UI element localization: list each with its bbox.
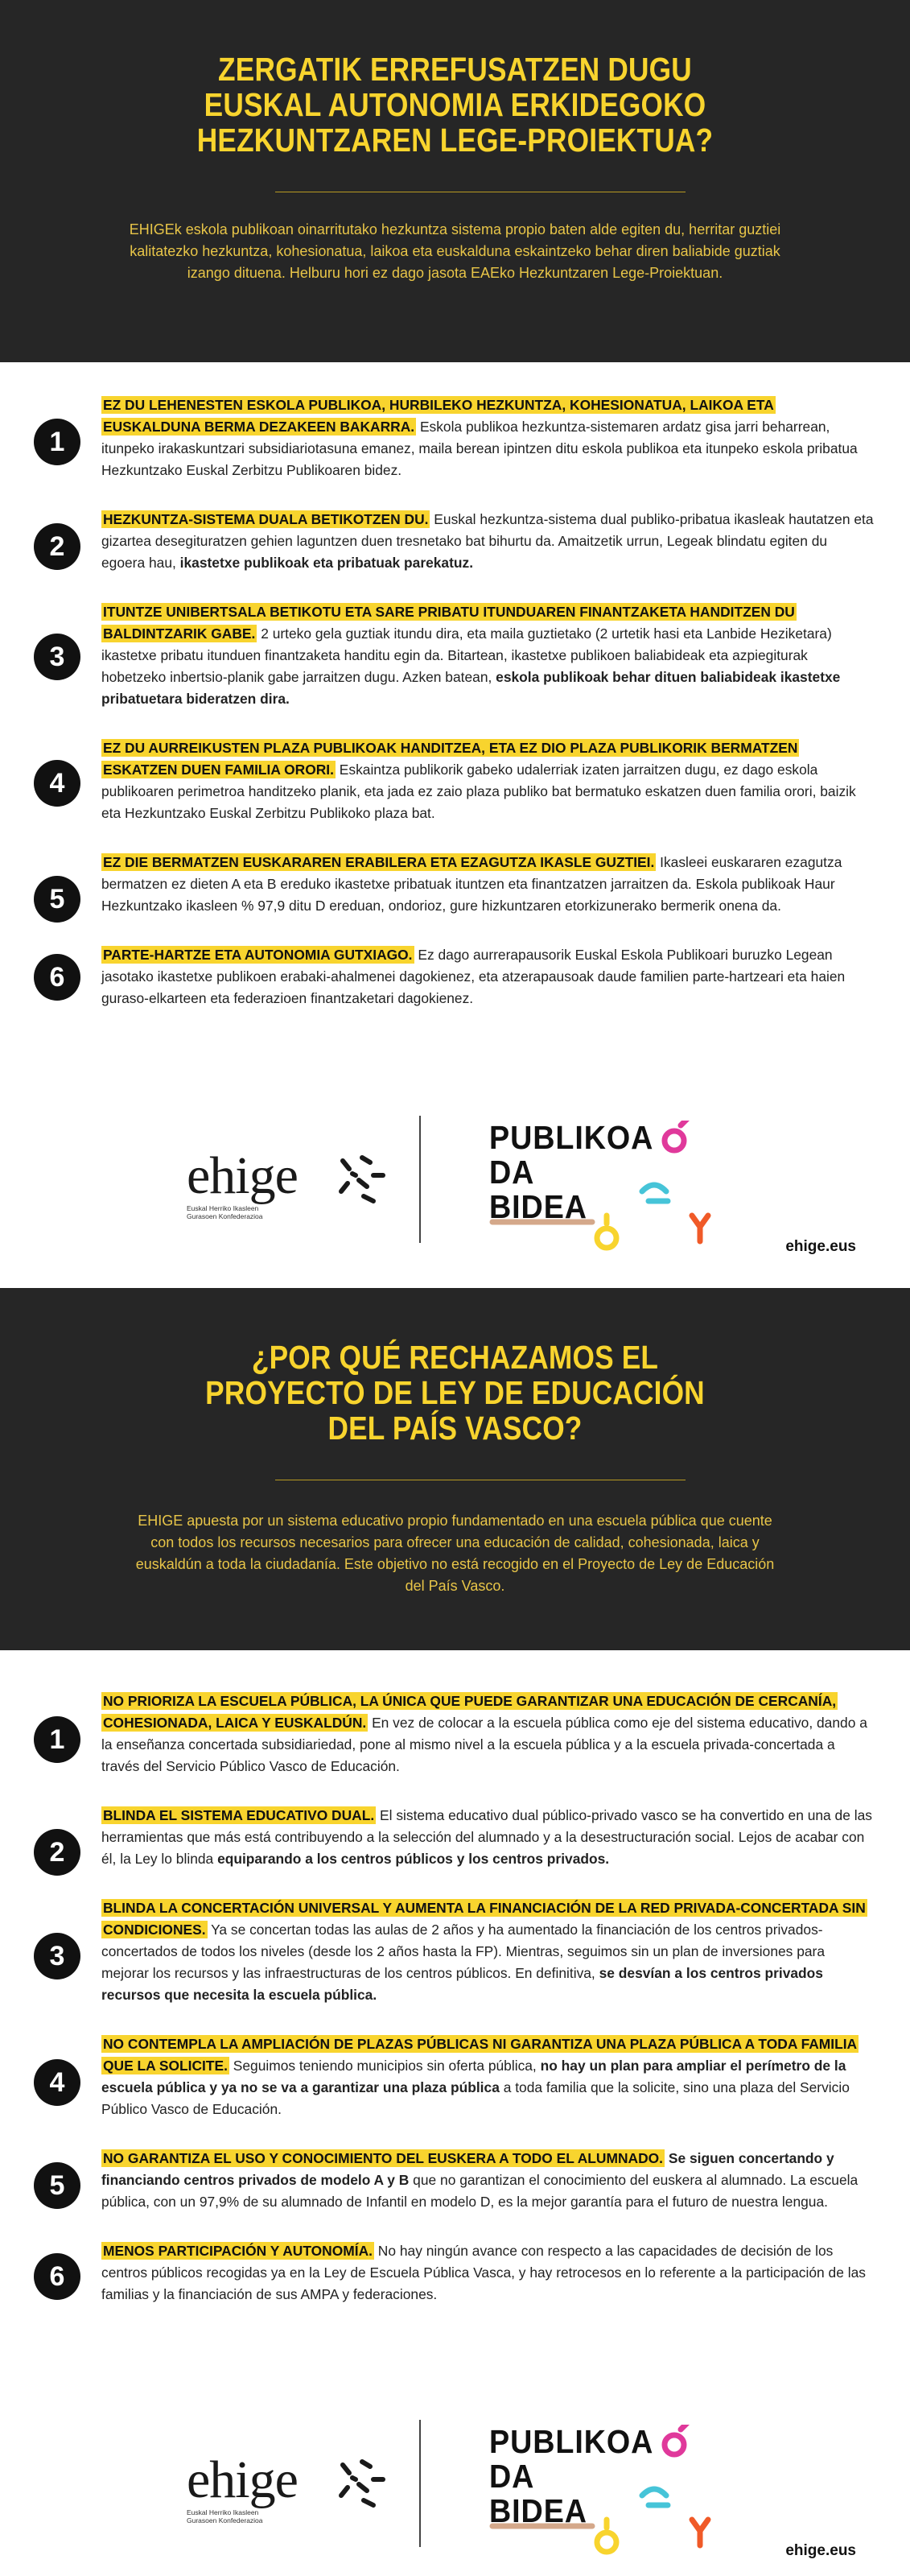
hero-banner xyxy=(0,1288,910,1650)
item-text xyxy=(101,1805,874,1870)
item-heading: EZ DU LEHENESTEN ESKOLA PUBLIKOA, HURBILEKO HEZKUNTZA, KOHESIONATUA, LAIKOA ETA EUSKALDUNA BERMA DEZAKEEN BAKARRA. xyxy=(103,397,774,435)
number-badge: 5 xyxy=(34,2162,80,2209)
ehige-subtitle xyxy=(187,2508,298,2524)
ehige-subtitle-line: Euskal Herriko Ikasleen xyxy=(187,1204,259,1212)
ehige-subtitle xyxy=(187,1204,298,1220)
title-line: DEL PAÍS VASCO? xyxy=(327,1410,583,1447)
item-text xyxy=(101,852,874,917)
item-body: Ez dago aurrerapausorik Euskal Eskola Publikoari buruzko Legean jasotako ikastetxe publikoen erabaki-ahalmenei dagokienez, eta atzerapausoak daude familien parte-hartzeari eta haien guraso-elkarteen eta federazioen finantzaketari dagokienez. xyxy=(101,947,846,1006)
item-text xyxy=(101,1897,874,2006)
logo-line: DA xyxy=(489,2458,535,2495)
reasons-list xyxy=(0,1690,910,2336)
item-text xyxy=(101,1690,874,1777)
item-body-bold: equiparando a los centros públicos y los centros privados. xyxy=(217,1851,610,1867)
list-item xyxy=(0,394,910,481)
number-badge: 2 xyxy=(34,1829,80,1876)
item-text xyxy=(101,394,874,481)
page-title xyxy=(64,52,846,158)
ehige-wordmark: ehige xyxy=(187,1146,298,1205)
item-body: Seguimos teniendo municipios sin oferta pública, xyxy=(229,2058,541,2074)
logo-line: BIDEA xyxy=(489,1188,587,1225)
number-badge: 6 xyxy=(34,2253,80,2300)
logo-footer xyxy=(0,1103,910,1255)
list-item xyxy=(0,1690,910,1777)
item-heading: ITUNTZE UNIBERTSALA BETIKOTU ETA SARE PRIBATU ITUNDUAREN FINANTZAKETA HANDITZEN DU BALDINTZARIK GABE. xyxy=(103,604,795,642)
item-text xyxy=(101,2148,874,2213)
item-body: Eskola publikoa hezkuntza-sistemaren ardatz gisa jarri beharrean, itunpeko irakaskuntzari subsidiariotasuna emanez, maila berean ipintzen ditu eskola publikoa eta itunpeko eskola pribatua Hezkuntzako Euskal Zerbitzu Publikoaren bidez. xyxy=(101,419,858,478)
item-body: 2 urteko gela guztiak itundu dira, eta maila guztietako (2 urtetik hasi eta Lanbide Heziketara) ikastetxe pribatu itunduen finantzaketa handitu egin da. Bitartean, ikastetxe publikoen baliabideak eta azpiegiturak hobetzeko inbertsio-planik gabe jarraitzen dugu. Azken batean, xyxy=(101,625,832,685)
item-body-bold: Se siguen concertando y financiando centros privados de modelo A y B xyxy=(101,2150,834,2188)
item-heading: EZ DIE BERMATZEN EUSKARAREN ERABILERA ETA EZAGUTZA IKASLE GUZTIEI. xyxy=(103,854,655,870)
title-line: EUSKAL AUTONOMIA ERKIDEGOKO xyxy=(204,86,706,123)
item-body-bold: no hay un plan para ampliar el perímetro de la escuela pública y ya no se va a garantizar una plaza pública xyxy=(101,2058,846,2095)
item-heading: EZ DU AURREIKUSTEN PLAZA PUBLIKOAK HANDITZEA, ETA EZ DIO PLAZA PUBLIKORIK BERMATZEN ESKATZEN DUEN FAMILIA ORORI. xyxy=(103,740,798,778)
list-item xyxy=(0,852,910,917)
logo-divider xyxy=(419,1116,421,1243)
item-body: El sistema educativo dual público-privado vasco se ha convertido en una de las herramientas que más está contribuyendo a la selección del alumnado y a la desestructuración social. Lejos de acabar con él, la Ley lo blinda xyxy=(101,1807,872,1867)
list-item xyxy=(0,1897,910,2006)
intro-text: EHIGEk eskola publikoan oinarritutako hezkuntza sistema propio baten alde egiten du, herritar guztiei kalitatezko hezkuntza, kohesionatua, laikoa eta euskalduna eskaintzeko behar diren baliabide guztiak izango dituena. Helburu hori ez dago jasota EAEko Hezkuntzaren Lege-Proiektuan. xyxy=(129,221,781,281)
item-text xyxy=(101,2240,874,2306)
title-line: HEZKUNTZAREN LEGE-PROIEKTUA? xyxy=(196,122,714,159)
number-badge: 3 xyxy=(34,1933,80,1979)
ehige-logo xyxy=(187,1146,298,1220)
publikoa-da-bidea-logo xyxy=(489,1121,731,1249)
hero-banner xyxy=(0,0,910,362)
item-body: Euskal hezkuntza-sistema dual publiko-pribatua ikasleak hautatzen eta gizartea desegituratzen gehien laguntzen duen tresnetako bat bihurtu da. Amaitzetik urrun, Legeak blindatu egiten du egoera hau, xyxy=(101,511,874,571)
item-heading: BLINDA EL SISTEMA EDUCATIVO DUAL. xyxy=(103,1807,375,1823)
item-body: que no garantizan el conocimiento del euskera al alumnado. La escuela pública, con un 97,9% de su alumnado de Infantil en modelo D, es la mejor garantía para el futuro de nuestra lengua. xyxy=(101,2172,859,2210)
list-item xyxy=(0,944,910,1009)
number-badge: 1 xyxy=(34,1716,80,1763)
item-body-bold: eskola publikoak behar dituen baliabideak ikastetxe pribatuetara bideratzen dira. xyxy=(101,669,841,707)
item-text xyxy=(101,509,874,574)
number-badge: 2 xyxy=(34,523,80,570)
logo-footer xyxy=(0,2407,910,2559)
item-text xyxy=(101,601,874,710)
item-body: Ikasleei euskararen ezagutza bermatzen ez dieten A eta B ereduko ikastetxe pribatuak ituntzen eta finantzatzen jarraitzen da. Eskola publikoak Haur Hezkuntzako ikasleen % 97,9 ditu D ereduan, ondorioz, gure hizkuntzaren etorkizunerako bermerik onena da. xyxy=(101,854,842,914)
item-body: No hay ningún avance con respecto a las capacidades de decisión de los centros públicos recogidas ya en la Ley de Escuela Pública Vasca, y hay retrocesos en lo referente a la participación de las familias y la financiación de sus AMPA y federaciones. xyxy=(101,2243,866,2302)
number-badge: 4 xyxy=(34,760,80,807)
publikoa-da-bidea-logo xyxy=(489,2425,731,2553)
item-body: En vez de colocar a la escuela pública como eje del sistema educativo, dando a la enseñanza concertada subsidiariedad, pone al mismo nivel a la escuela pública y a la escuela privada-concertada a través del Servicio Público Vasco de Educación. xyxy=(101,1715,867,1774)
title-line: ZERGATIK ERREFUSATZEN DUGU xyxy=(218,51,692,88)
ehige-subtitle-line: Gurasoen Konfederazioa xyxy=(187,2516,263,2524)
list-item xyxy=(0,2240,910,2306)
item-heading: PARTE-HARTZE ETA AUTONOMIA GUTXIAGO. xyxy=(103,947,413,963)
title-line: ¿POR QUÉ RECHAZAMOS EL xyxy=(251,1339,659,1376)
item-body-bold: ikastetxe publikoak eta pribatuak parekatuz. xyxy=(179,555,474,571)
intro-text: EHIGE apuesta por un sistema educativo propio fundamentado en una escuela pública que cuente con todos los recursos necesarios para ofrecer una educación de calidad, cohesionada, laica y euskaldún a toda la ciudadanía. Este objetivo no está recogido en el Proyecto de Ley de Educación del País Vasco. xyxy=(135,1513,775,1594)
item-body: Ya se concertan todas las aulas de 2 años y ha aumentado la financiación de los centros privados-concertados de todos los niveles (desde los 2 años hasta la FP). Mientras, seguimos sin un plan de inversiones para mejorar los recursos y las infraestructuras de los centros públicos. En definitiva, xyxy=(101,1922,826,1981)
ehige-subtitle-line: Gurasoen Konfederazioa xyxy=(187,1212,263,1220)
ehige-subtitle-line: Euskal Herriko Ikasleen xyxy=(187,2508,259,2516)
list-item xyxy=(0,2148,910,2213)
item-text xyxy=(101,944,874,1009)
ehige-logo xyxy=(187,2450,298,2524)
item-heading: HEZKUNTZA-SISTEMA DUALA BETIKOTZEN DU. xyxy=(103,511,429,527)
logo-line: PUBLIKOA xyxy=(489,1119,654,1156)
number-badge: 4 xyxy=(34,2059,80,2106)
ehige-wordmark: ehige xyxy=(187,2450,298,2509)
number-badge: 5 xyxy=(34,876,80,923)
list-item xyxy=(0,2033,910,2120)
title-line: PROYECTO DE LEY DE EDUCACIÓN xyxy=(205,1374,705,1411)
spanish-section xyxy=(0,1288,910,2576)
item-heading: BLINDA LA CONCERTACIÓN UNIVERSAL Y AUMENTA LA FINANCIACIÓN DE LA RED PRIVADA-CONCERTADA SIN CONDICIONES. xyxy=(103,1900,866,1938)
item-text xyxy=(101,2033,874,2120)
number-badge: 1 xyxy=(34,419,80,465)
list-item xyxy=(0,1805,910,1870)
number-badge: 6 xyxy=(34,954,80,1001)
number-badge: 3 xyxy=(34,634,80,680)
reasons-list xyxy=(0,394,910,1040)
item-heading: NO GARANTIZA EL USO Y CONOCIMIENTO DEL EUSKERA A TODO EL ALUMNADO. xyxy=(103,2150,663,2166)
list-item xyxy=(0,737,910,824)
logo-shapes-icon xyxy=(489,1121,731,1253)
logo-line: DA xyxy=(489,1154,535,1191)
list-item xyxy=(0,509,910,574)
website-link[interactable]: ehige.eus xyxy=(785,1238,856,1255)
ehige-mark-icon xyxy=(331,2455,388,2512)
item-body: Eskaintza publikorik gabeko udalerriak izaten jarraitzen dugu, ez dago eskola publikoaren perimetroa handitzeko planik, eta jada ez zaio plaza publiko bat bermatuko eskatzen duen familia orori, baizik eta Hezkuntzako Euskal Zerbitzu Publikoko plaza bat. xyxy=(101,762,856,821)
logo-line: PUBLIKOA xyxy=(489,2423,654,2460)
item-body: a toda familia que la solicite, sino una plaza del Servicio Público Vasco de Educación. xyxy=(101,2079,850,2117)
logo-line: BIDEA xyxy=(489,2492,587,2529)
item-body-bold: se desvían a los centros privados recursos que necesita la escuela pública. xyxy=(101,1965,823,2003)
logo-shapes-icon xyxy=(489,2425,731,2557)
website-link[interactable]: ehige.eus xyxy=(785,2542,856,2559)
page-title xyxy=(64,1340,846,1446)
item-heading: NO CONTEMPLA LA AMPLIACIÓN DE PLAZAS PÚBLICAS NI GARANTIZA UNA PLAZA PÚBLICA A TODA FAMILIA QUE LA SOLICITE. xyxy=(103,2036,858,2074)
ehige-mark-icon xyxy=(331,1151,388,1208)
item-text xyxy=(101,737,874,824)
item-heading: NO PRIORIZA LA ESCUELA PÚBLICA, LA ÚNICA QUE PUEDE GARANTIZAR UNA EDUCACIÓN DE CERCANÍA, COHESIONADA, LAICA Y EUSKALDÚN. xyxy=(103,1693,837,1731)
item-heading: MENOS PARTICIPACIÓN Y AUTONOMÍA. xyxy=(103,2243,373,2259)
logo-divider xyxy=(419,2420,421,2547)
list-item xyxy=(0,601,910,710)
